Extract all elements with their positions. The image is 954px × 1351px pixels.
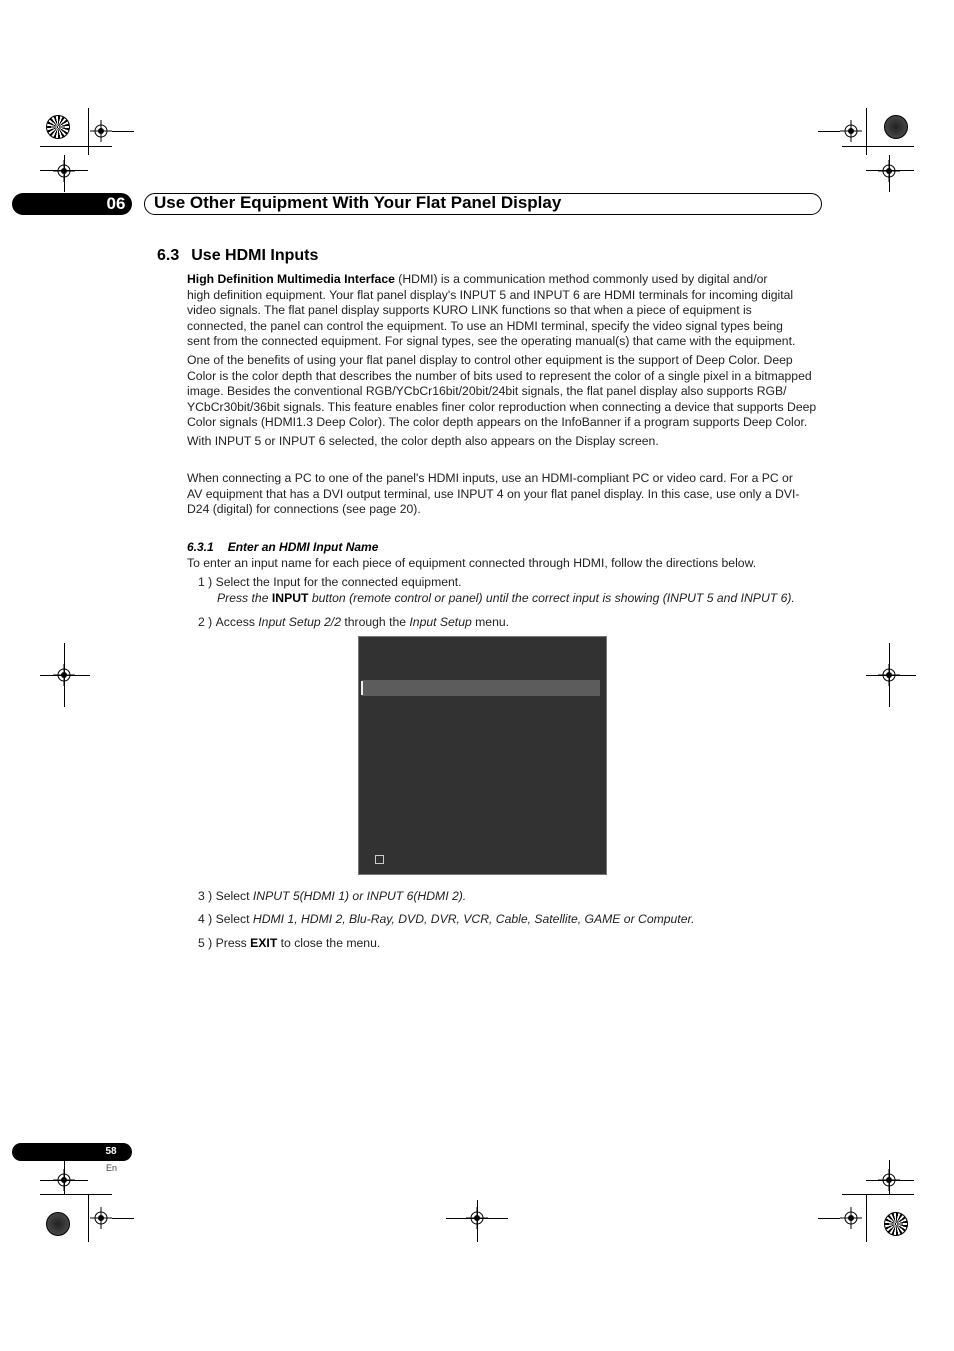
chapter-title: Use Other Equipment With Your Flat Panel Display [154,193,562,212]
menu-highlight-bar [362,680,600,696]
menu-screenshot [358,636,607,875]
step-1: 1 ) Select the Input for the connected equipment. [198,575,462,589]
hdmi-term: High Definition Multimedia Interface [187,272,395,286]
registration-disc-icon [46,115,70,139]
registration-mark-icon [53,1169,75,1191]
registration-mark-icon [90,120,112,142]
registration-mark-icon [840,1207,862,1229]
section-number: 6.3 [157,247,180,264]
exit-button-name: EXIT [250,936,278,950]
subsection-title: Enter an HDMI Input Name [227,540,379,554]
registration-mark-icon [840,120,862,142]
step-2: 2 ) Access Input Setup 2/2 through the Input Setup menu. [198,615,510,629]
subsection-intro: To enter an input name for each piece of equipment connected through HDMI, follow the directions below. [187,556,757,570]
subsection-number: 6.3.1 [187,540,214,554]
registration-mark-icon [90,1207,112,1229]
registration-mark-icon [53,664,75,686]
step-5: 5 ) Press EXIT to close the menu. [198,936,381,950]
close-icon [375,855,384,864]
registration-mark-icon [878,160,900,182]
menu-cursor [361,681,363,695]
step-1-detail: Press the INPUT button (remote control or panel) until the correct input is showing (INPUT 5 and INPUT 6). [217,591,795,605]
language-code: En [106,1163,118,1173]
registration-mark-icon [53,160,75,182]
paragraph-deep-color: One of the benefits of using your flat panel display to control other equipment is the support of Deep Color. Deep Color is the color depth that describes the number of bits used to represent the color of a single pixel in a bitmapped image. Besides the conventional RGB/YCbCr16bit/20bit/24bit signals, the flat panel display also supports RGB/ YCbCr30bit/36bit signals. This feature enables finer color reproduction when connecting a device that supports Deep Color signals (HDMI1.3 Deep Color). The color depth appears on the InfoBanner if a program supports Deep Color. [187,353,817,430]
paragraph-color-depth: With INPUT 5 or INPUT 6 selected, the color depth also appears on the Display screen. [187,434,659,448]
paragraph-pc-connection: When connecting a PC to one of the panel's HDMI inputs, use an HDMI-compliant PC or video card. For a PC or AV equipment that has a DVI output terminal, use INPUT 4 on your flat panel display. In this case, use only a DVI- D24 (digital) for connections (see page 20). [187,471,800,517]
section-title: Use HDMI Inputs [191,247,319,264]
registration-disc-icon [46,1212,70,1236]
paragraph-hdmi-intro: High Definition Multimedia Interface (HDMI) is a communication method commonly used by digital and/or high definition equipment. Your flat panel display's INPUT 5 and INPUT 6 are HDMI terminals for incoming digital video signals. The flat panel display supports KURO LINK functions so that when a piece of equipment is connected, the panel can control the equipment. To use an HDMI terminal, specify the video signal types being sent from the connected equipment. For signal types, see the operating manual(s) that came with the equipment. [187,272,796,349]
section-heading [157,247,318,265]
step-3: 3 ) Select INPUT 5(HDMI 1) or INPUT 6(HDMI 2). [198,889,467,903]
registration-mark-icon [878,1169,900,1191]
input-button-name: INPUT [271,591,309,605]
page-number: 58 [105,1146,117,1157]
registration-mark-icon [466,1207,488,1229]
registration-disc-icon [884,115,908,139]
registration-disc-icon [884,1212,908,1236]
step-4: 4 ) Select HDMI 1, HDMI 2, Blu-Ray, DVD, DVR, VCR, Cable, Satellite, GAME or Computer. [198,912,695,926]
registration-mark-icon [878,664,900,686]
subsection-heading [187,540,378,554]
chapter-number: 06 [106,194,126,213]
